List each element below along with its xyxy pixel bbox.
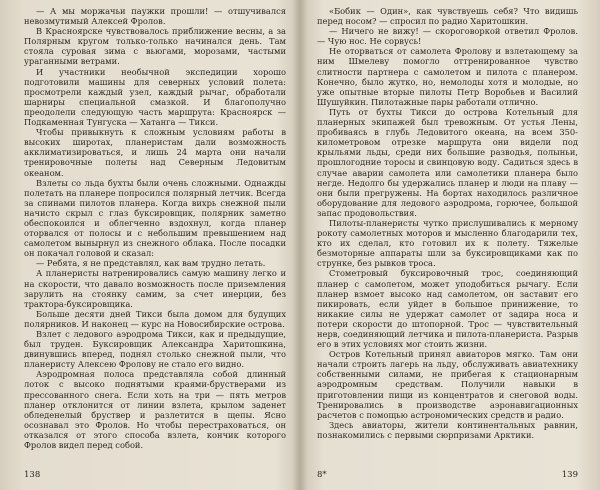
right-page xyxy=(300,0,600,490)
paragraph: Взлеты со льда бухты были очень сложными. Однажды полетать на планере попросился полярный летчик. Всегда за спинами пилотов планера. Когда вихрь снежной пыли начисто скрыл с глаз буксировщик, полярник заметно обеспокоился и облегченно вздохнул, когда планер оторвался от полосы и с небольшим превышением над самолетом вынырнул из снежного облака. После посадки он покачал головой и сказал: xyxy=(24,177,286,259)
paragraph: Пилоты-планеристы чутко прислушивались к мерному рокоту самолетных моторов и мысленно благодарили тех, кто их сделал, кто готовил их к полету. Тяжелые безмоторные аппараты шли за буксировщиками как по струнке, без рывков троса. xyxy=(317,217,578,269)
paragraph: В Красноярске чувствовалось приближение весны, а за Полярным кругом только-только начинался день. Там стояла суровая зима с вьюгами, морозами, частыми ураганными ветрами. xyxy=(24,26,286,67)
paragraph: Здесь авиаторы, жители континентальных равнин, познакомились с первыми сюрпризами Арктики. xyxy=(317,419,578,440)
paragraph: Стометровый буксировочный трос, соединяющий планер с самолетом, может уподобиться рычагу. Если планер взмоет высоко над самолетом, он заставит его пикировать, если уйдет в большое принижение, то никакие силы не удержат самолет от задира носа и потери скорости до штопорной. Трос — чувствительный нерв, соединяющий летчика и пилота-планериста. Разрыв его в этих условиях мог стоить жизни. xyxy=(317,268,578,350)
paragraph: — Ребята, я не представлял, как вам трудно летать. xyxy=(36,258,266,269)
paragraph: — А мы моржачьи паужки прошли! — отшучивался невозмутимый Алексей Фролов. xyxy=(24,6,286,27)
paragraph: — Ничего не вижу! — скороговоркой ответил Фролов. — Чую нос. Не сорвусь! xyxy=(317,26,578,47)
paragraph: Чтобы привыкнуть к сложным условиям работы в высоких широтах, планеристам дали возможность акклиматизироваться, и лишь 24 марта они начали тренировочные полеты над Северным Ледовитым океаном. xyxy=(24,127,286,178)
paragraph: Взлет с ледового аэродрома Тикси, как и предыдущие, был труден. Буксировщик Александра Харитошкина, двинувшись вперед, поднял столько снежной пыли, что планеристу Алексею Фролову не стало его видно. xyxy=(24,329,286,370)
page-number-left: 138 xyxy=(24,470,41,480)
page-number-right: 139 xyxy=(561,470,578,480)
paragraph: Больше десяти дней Тикси была домом для будущих полярников. И наконец — курс на Новосибирские острова. xyxy=(24,308,286,329)
right-text-column xyxy=(317,6,578,458)
paragraph: И участники необычной экспедиции хорошо подготовили машины для северных условий полета: просмотрели каждый узел, каждый рычаг, обработали шарниры специальной смазкой. И благополучно преодолели следующую часть маршрута: Красноярск — Подкаменная Тунгуска — Хатанга — Тикси. xyxy=(24,66,286,128)
paragraph: «Бобик — Один», как чувствуешь себя? Что видишь перед носом? — спросил по радио Харитошкин. xyxy=(317,6,578,27)
paragraph: Не оторваться от самолета Фролову и взлетающему за ним Шмелеву помогло оттренированное чувство слитности партнера с самолетом и пилота с планером. Конечно, было жутко, но, немолоды хотя и молодые, но уже опытные вторые пилоты Петр Воробьев и Василий Шушуйкин. Пилотажные пары работали отлично. xyxy=(317,46,578,107)
paragraph: Аэродромная полоса представляла собой длинный лоток с высоко поднятыми краями-брустверами из прессованного снега. Если хоть на три — пять метров планер отклонится от линии взлета, крылом заденет обледенелый бруствер и разлетится в щепы. Ясно осознавал это Фролов. Но чтобы перестраховаться, он отказался от этого способа взлета, кончик которого Фролов видел перед собой. xyxy=(24,369,286,451)
paragraph: Остров Котельный принял авиаторов мягко. Там они начали строить лагерь на льду, обслуживать авиатехнику собственными силами, не прибегая к стационарным аэродромным средствам. Получили навыки в приготовлении пищи из концентратов и снеговой воды. Тренировались в производстве аэронавигационных расчетов с помощью астрономических средств и радио. xyxy=(317,349,578,420)
paragraph: А планеристы натренировались самую машину легко и на скорости, что давало возможность после приземления зарулить на стоянку самим, за счет инерции, без трактора-буксировщика. xyxy=(24,268,286,309)
printer-signature-mark: 8* xyxy=(317,470,327,480)
left-text-column xyxy=(24,6,286,458)
paragraph: Путь от бухты Тикси до острова Котельный для планерных экипажей был тревожным. От устья Лены, пробиваясь в глубь Ледовитого океана, на всем 350-километровом отрезке маршрута они видели под крыльями льды, среди них большие разводья, полыньи, прошлогодние торосы и свинцовую воду. Садиться здесь в случае аварии самолета или самолетики планера было негде. Недолго бы удержались планер и люди на плаву — они были прегружены. На бортах находилось различное оборудование для ледового аэродрома, горючее, большой запас продовольствия. xyxy=(317,106,578,218)
